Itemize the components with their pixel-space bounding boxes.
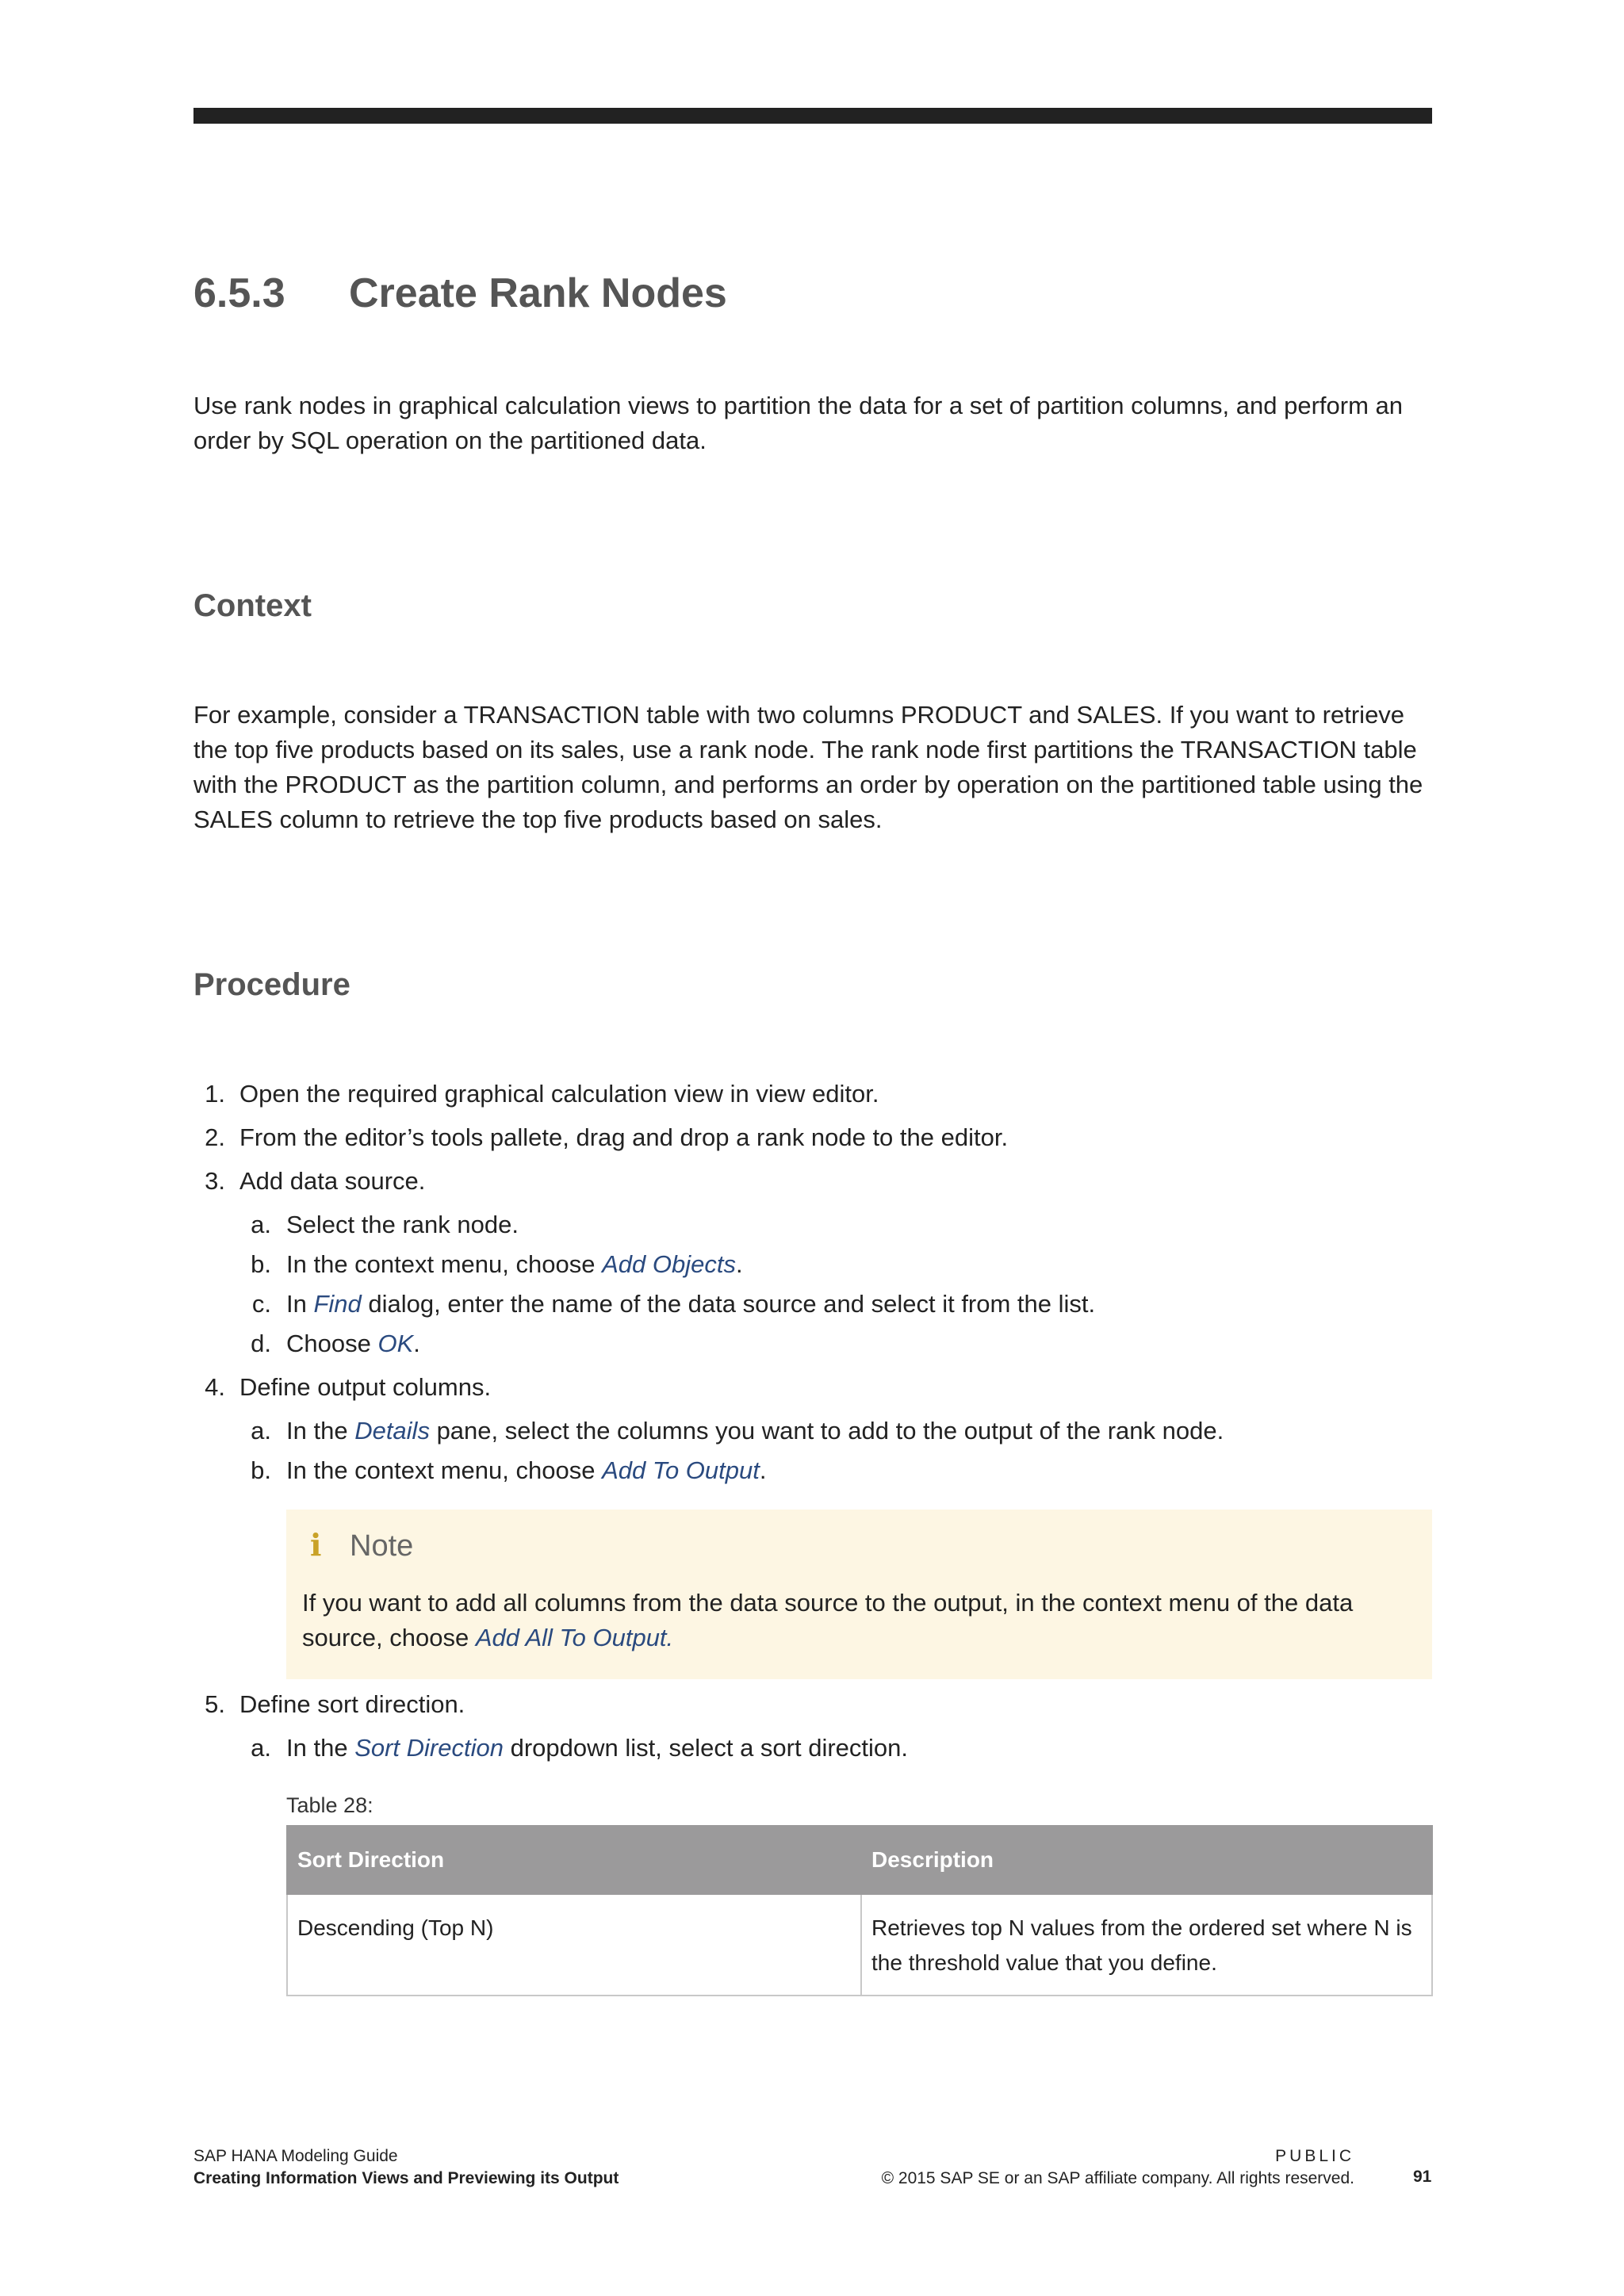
table-row [287,1894,1432,1996]
column-header: Description [861,1826,1432,1894]
info-icon: i [310,1527,322,1563]
section-title-text: Create Rank Nodes [349,270,727,316]
context-heading: Context [193,588,312,623]
column-header: Sort Direction [287,1826,861,1894]
table-caption: Table 28: [286,1793,373,1817]
note-body: If you want to add all columns from the data source to the output, in the context menu of the data source, choose Add All To Output. [302,1589,1354,1651]
note-heading: Note [350,1529,414,1563]
ui-label-details: Details [354,1417,430,1445]
footer-chapter-title: Creating Information Views and Previewing its Output [193,2169,619,2187]
table-cell: Retrieves top N values from the ordered set where N is the threshold value that you define. [861,1894,1432,1996]
sort-direction-table [286,1825,1433,1996]
top-rule [193,108,1432,124]
ui-label-add-to-output: Add To Output [602,1456,760,1484]
page-title [193,270,727,317]
footer-right [882,2145,1354,2190]
page-number: 91 [1413,2168,1432,2186]
ui-label-ok: OK [377,1330,414,1357]
table-header-row [287,1826,1432,1894]
footer-classification: PUBLIC [1275,2147,1354,2165]
ui-label-add-objects: Add Objects [602,1250,736,1278]
context-paragraph: For example, consider a TRANSACTION table with two columns PRODUCT and SALES. If you want to retrieve the top five products based on its sales, use a rank node. The rank node first partitions the TRANSACTION table with the PRODUCT as the partition column, and performs an order by operation on the partitioned table using the SALES column to retrieve the top five products based on sales. [193,701,1423,833]
footer-left [193,2145,619,2190]
procedure-heading: Procedure [193,967,350,1002]
ui-label-add-all-to-output: Add All To Output. [475,1624,674,1651]
section-number: 6.5.3 [193,270,285,316]
footer-copyright: © 2015 SAP SE or an SAP affiliate company. All rights reserved. [881,2169,1354,2187]
footer-guide-title: SAP HANA Modeling Guide [193,2147,398,2165]
table-cell: Descending (Top N) [287,1894,861,1996]
ui-label-sort-direction: Sort Direction [354,1734,504,1762]
note-box [286,1510,1432,1679]
ui-label-find: Find [313,1290,362,1318]
intro-paragraph: Use rank nodes in graphical calculation views to partition the data for a set of partition columns, and perform an order by SQL operation on the partitioned data. [193,392,1403,454]
